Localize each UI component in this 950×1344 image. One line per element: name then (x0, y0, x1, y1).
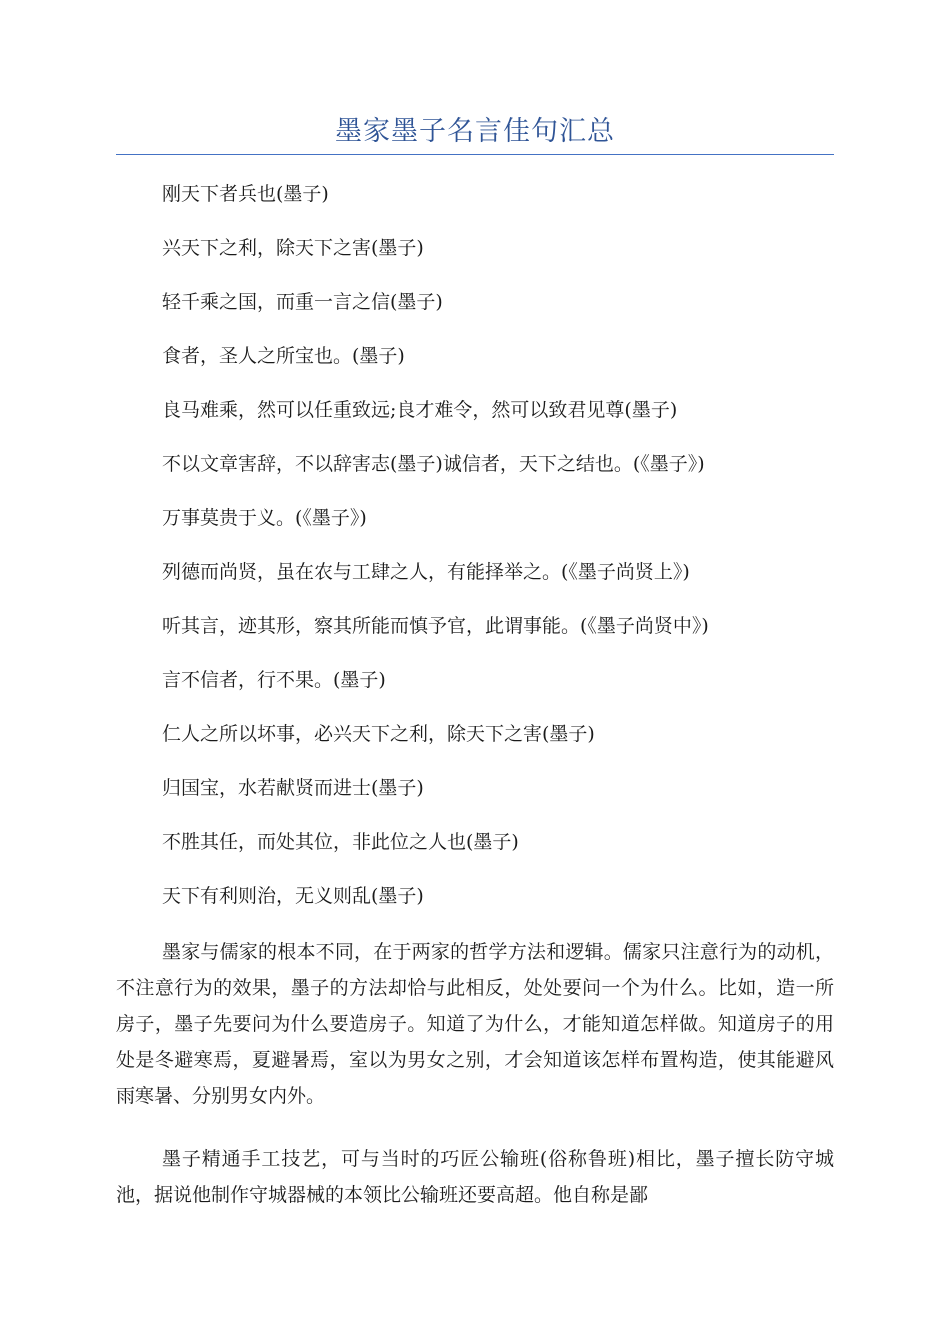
quote-item: 言不信者，行不果。(墨子) (162, 669, 386, 691)
quote-item: 良马难乘，然可以任重致远;良才难令，然可以致君见尊(墨子) (162, 399, 678, 421)
quote-item: 不胜其任，而处其位，非此位之人也(墨子) (162, 831, 519, 853)
body-paragraph: 墨子精通手工技艺，可与当时的巧匠公输班(俗称鲁班)相比，墨子擅长防守城池，据说他制作守城器械的本领比公输班还要高超。他自称是鄙 (116, 1148, 834, 1206)
body-paragraph: 墨家与儒家的根本不同，在于两家的哲学方法和逻辑。儒家只注意行为的动机，不注意行为的效果，墨子的方法却恰与此相反，处处要问一个为什么。比如，造一所房子，墨子先要问为什么要造房子。知道了为什么，才能知道怎样做。知道房子的用处是冬避寒焉，夏避暑焉，室以为男女之别，才会知道该怎样布置构造，使其能避风雨寒暑、分别男女内外。 (116, 941, 834, 1107)
quote-item: 兴天下之利，除天下之害(墨子) (162, 237, 424, 259)
quote-item: 列德而尚贤，虽在农与工肆之人，有能择举之。(《墨子尚贤上》) (162, 561, 690, 583)
title-underline (116, 154, 834, 155)
quote-item: 食者，圣人之所宝也。(墨子) (162, 345, 405, 367)
quote-item: 仁人之所以坏事，必兴天下之利，除天下之害(墨子) (162, 723, 595, 745)
document-title: 墨家墨子名言佳句汇总 (335, 116, 615, 147)
quote-item: 刚天下者兵也(墨子) (162, 183, 329, 205)
quote-item: 不以文章害辞，不以辞害志(墨子)诚信者，天下之结也。(《墨子》) (162, 453, 705, 475)
quote-item: 归国宝，水若献贤而进士(墨子) (162, 777, 424, 799)
quote-item: 轻千乘之国，而重一言之信(墨子) (162, 291, 443, 313)
quote-list (162, 175, 842, 931)
quote-item: 听其言，迹其形，察其所能而慎予官，此谓事能。(《墨子尚贤中》) (162, 615, 709, 637)
quote-item: 天下有利则治，无义则乱(墨子) (162, 885, 424, 907)
quote-item: 万事莫贵于义。(《墨子》) (162, 507, 367, 529)
